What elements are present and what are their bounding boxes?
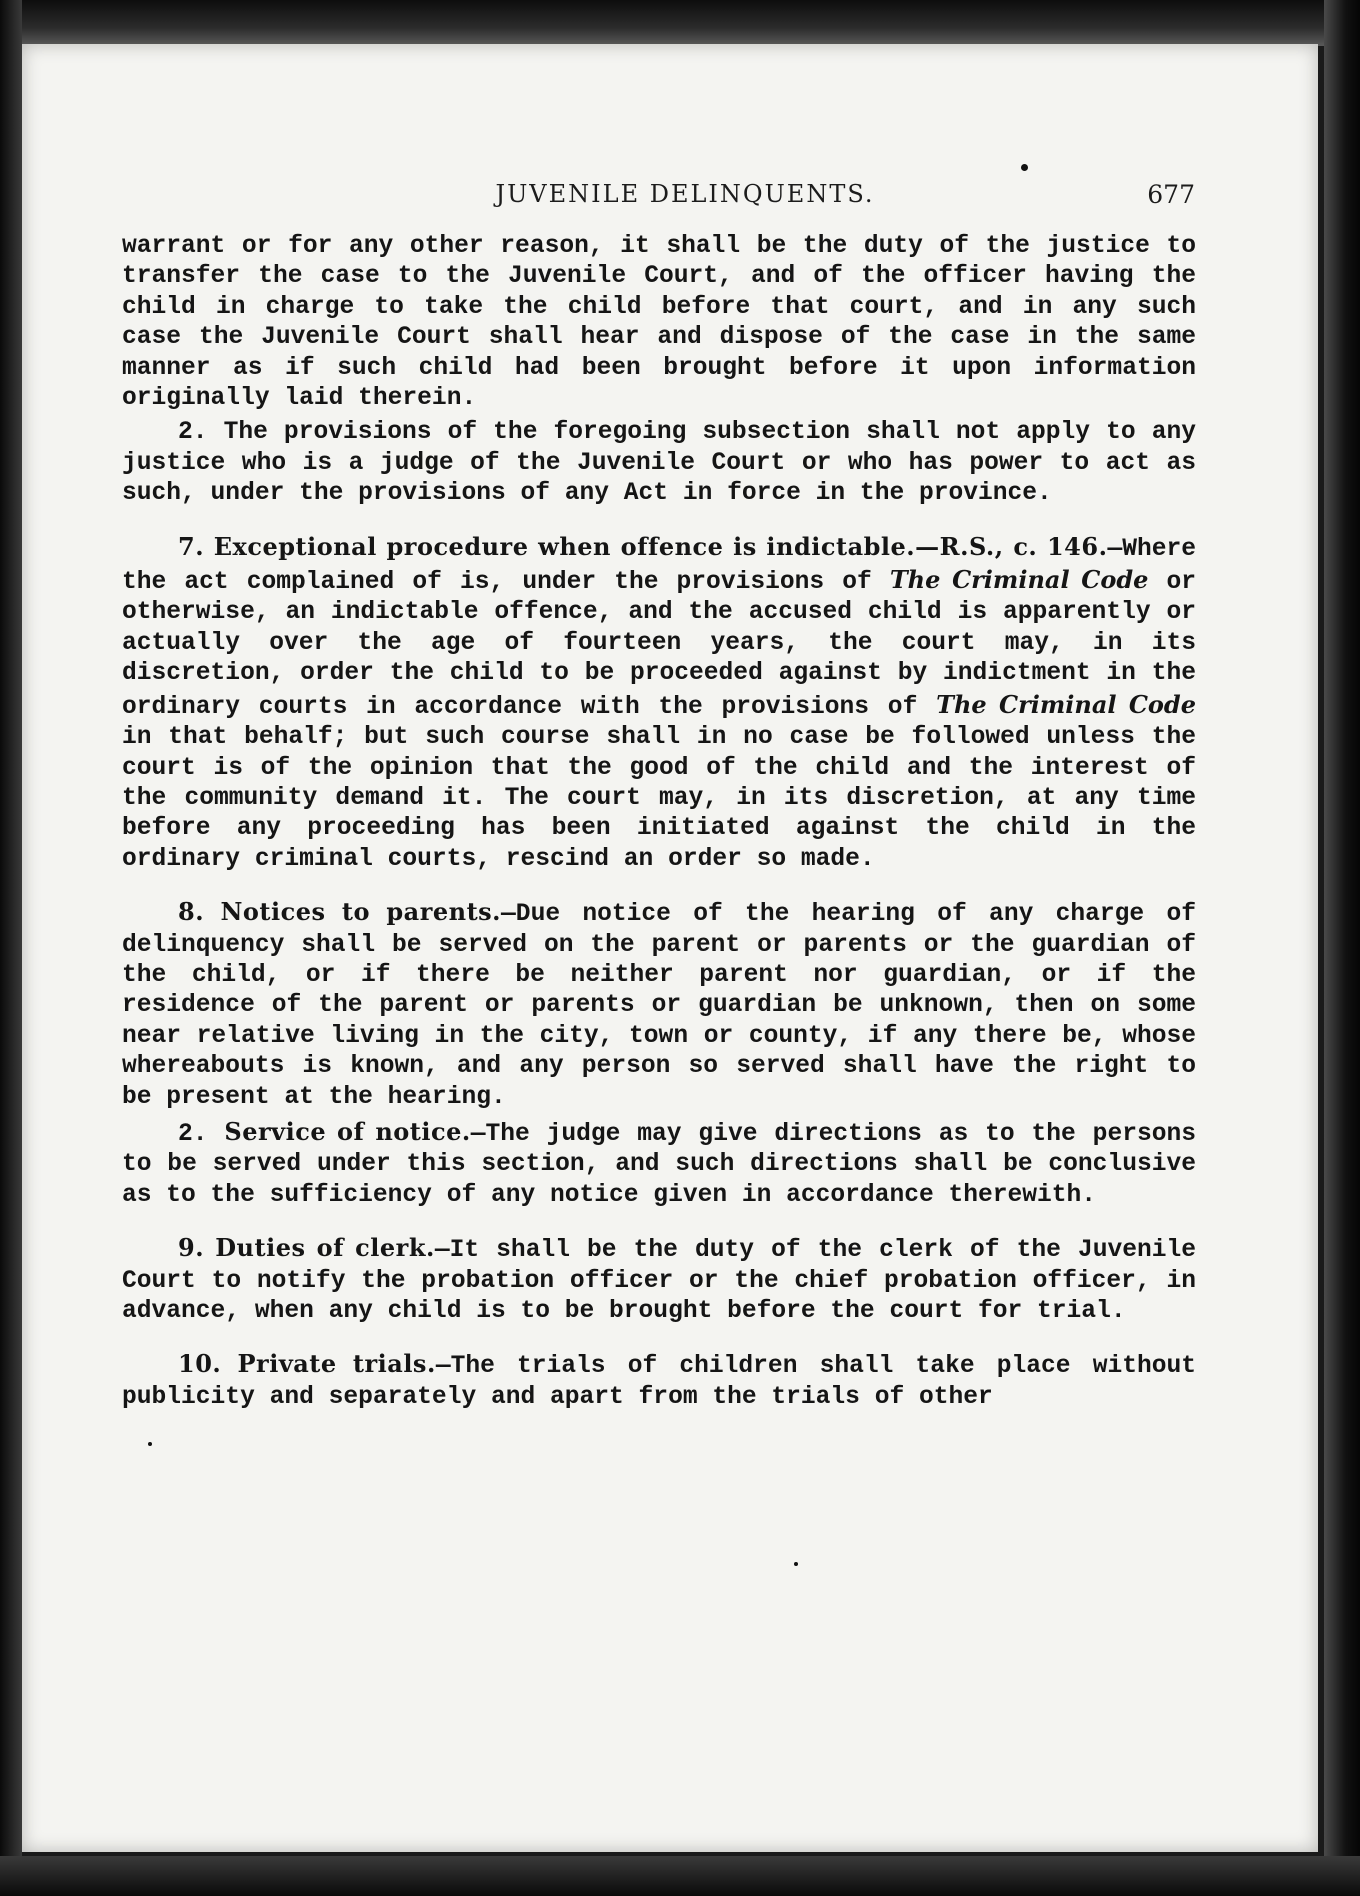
section-7 <box>122 532 1196 875</box>
section-7-italic-2: The Criminal Code <box>936 689 1196 719</box>
section-9 <box>122 1233 1196 1327</box>
section-7-text-c: in that behalf; but such course shall in no case be followed unless the court is of the opinion that the good of the child and the interest of the community demand it. The court may, in its discretion, at any time before any proceeding has been initiated against the child in the ordinary criminal courts, rescind an order so made. <box>122 724 1196 873</box>
section-8 <box>122 897 1196 1113</box>
running-head: JUVENILE DELINQUENTS. <box>495 180 875 208</box>
paragraph-continuation: warrant or for any other reason, it shall be the duty of the justice to transfer the case to the Juvenile Court, and of the officer having the child in charge to take the child before that court, and in any such case the Juvenile Court shall hear and dispose of the case in the same manner as if such child had been brought before it upon information originally laid therein. <box>122 233 1196 413</box>
section-10-text: —The trials of children shall take place without publicity and separately and apart from the trials of other <box>122 1353 1196 1411</box>
page-body <box>122 232 1196 1413</box>
section-8-subsection-2 <box>122 1117 1196 1211</box>
section-8-2-text: —The judge may give directions as to the persons to be served under this section, and such directions shall be conclusive as to the sufficiency of any notice given in accordance therewith. <box>122 1120 1196 1209</box>
section-9-text: —It shall be the duty of the clerk of the Juvenile Court to notify the probation officer or the chief probation officer, in advance, when any child is to be brought before the court for trial. <box>122 1237 1197 1325</box>
section-7-heading: 7. Exceptional procedure when offence is indictable.—R.S., c. 146. <box>178 531 1108 561</box>
scan-left-edge <box>0 0 22 1896</box>
section-7-text-b: or otherwise, an indictable offence, and the accused child is apparently or actually over the age of fourteen years, the court may, in its discretion, order the child to be proceeded against by indictment in the ordinary courts in accordance with the provisions of <box>122 569 1197 721</box>
paragraph-subsection-2: 2. The provisions of the foregoing subsection shall not apply to any justice who is a judge of the Juvenile Court or who has power to act as such, under the provisions of any Act in force in the province. <box>122 419 1196 508</box>
section-8-text: —Due notice of the hearing of any charge of delinquency shall be served on the parent or parents or the guardian of the child, or if there be neither parent nor guardian, or if the residence of the parent or parents or guardian be unknown, then on some near relative living in the city, town or county, if any there be, whose whereabouts is known, and any person so served shall have the right to be present at the hearing. <box>122 901 1197 1111</box>
section-8-2-heading: Service of notice. <box>224 1116 471 1146</box>
section-8-heading: 8. Notices to parents. <box>178 897 502 927</box>
speck-mark <box>148 1442 152 1446</box>
page-header <box>115 180 1195 226</box>
page-number: 677 <box>1147 180 1195 209</box>
scan-top-edge <box>0 0 1360 46</box>
section-9-heading: 9. Duties of clerk. <box>178 1233 435 1263</box>
speck-mark <box>1021 164 1028 171</box>
speck-mark <box>794 1562 798 1566</box>
scan-bottom-edge <box>0 1856 1360 1896</box>
section-8-2-number: 2. <box>178 1120 225 1148</box>
section-10 <box>122 1349 1196 1413</box>
section-7-italic-1: The Criminal Code <box>889 565 1149 595</box>
section-7-text-a: —Where the act complained of is, under the provisions of <box>122 535 1196 597</box>
scan-right-edge <box>1324 0 1360 1896</box>
section-10-heading: 10. Private trials. <box>178 1349 436 1379</box>
